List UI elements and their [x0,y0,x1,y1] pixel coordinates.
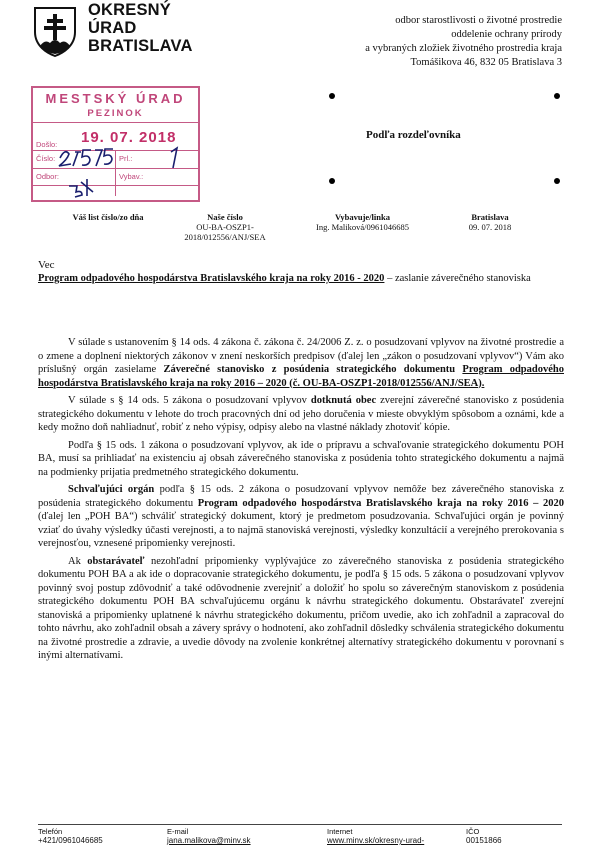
text-bold: Program odpadového hospodárstva Bratislavského kraja na roky 2016 – 2020 [197,497,565,509]
ref-value: 09. 07. 2018 [468,222,512,232]
text: podľa § 15 ods. 2 zákona o posudzovaní vplyvov nemôže bez záverečného stanoviska z posúdenia strategického dokumentu [38,484,565,509]
footer-label: Telefón [38,827,63,836]
dept-line: a vybraných zložiek životného prostredia kraja [365,43,562,54]
paragraph [38,483,564,551]
bullet-icon [554,178,560,184]
office-name-line: OKRESNÝ [88,1,171,19]
footer-label: IČO [466,827,480,836]
bullet-icon [329,178,335,184]
footer-value: +421/0961046685 [38,836,103,845]
bullet-icon [329,93,335,99]
subject-label: Vec [38,259,55,271]
paragraph: Podľa § 15 ods. 1 zákona o posudzovaní vplyvov, ak ide o prípravu a schvaľovanie strategického dokumentu POH BA, musí sa prihliadať na existenciu aj obsah záverečného stanoviska z posúdenia tohto strategického dokumentu a najmä na podmienky prijatia predmetného strategického dokumentu. [38,439,564,478]
ref-value: Ing. Maliková/0961046685 [315,222,410,232]
footer-value: 00151866 [466,836,502,845]
subject-title: Program odpadového hospodárstva Bratislavského kraja na roky 2016 - 2020 [38,273,385,284]
ref-date [455,212,525,232]
office-name [88,1,193,55]
office-name-line: BRATISLAVA [88,37,193,55]
footer-internet [327,827,424,845]
stamp-dept-label: Odbor: [36,172,59,181]
stamp-attachments-label: Prl.: [119,154,133,163]
footer-label: E-mail [167,827,189,836]
ref-contact [300,212,425,232]
receipt-stamp [31,86,200,202]
text-bold: Schvaľujúci orgán [68,484,155,495]
dept-line: oddelenie ochrany prírody [451,29,562,40]
ref-your-letter [58,212,158,222]
ref-value: OU-BA-OSZP1- 2018/012556/ANJ/SEA [184,222,266,242]
subject-rest: – zaslanie záverečného stanoviska [384,273,531,284]
recipient: Podľa rozdeľovníka [366,129,461,141]
text-bold: dotknutá obec [310,395,377,406]
ref-label: Naše číslo [207,212,243,222]
stamp-city: PEZINOK [87,108,144,119]
stamp-date-label: Došlo: [36,140,58,149]
text-bold-underlined: Program odpadového hospodárstva Bratislavského kraja na roky 2016 – 2020 (č. OU-BA-OSZP1-2018/012556/ANJ/SEA). [38,364,564,389]
handwritten-attachments-icon [165,146,185,170]
paragraph [38,394,564,435]
paragraph [38,336,564,390]
subject-line [38,272,563,286]
text: Ak [68,555,88,567]
text: (ďalej len „POH BA“) schváliť strategický dokument, ktorý je predmetom posudzovania. Schvaľujúci orgán je povinný vziať do úvahy výsledky účasti verejnosti, a to najmä stanoviská verejnosti, výsledky konzultácií a verejného prerokovania s verejnosťou, vznesené pripomienky verejnosti. [38,511,564,549]
text: V súlade s § 14 ods. 5 zákona o posudzovaní vplyvov [68,395,311,406]
footer-email-link[interactable]: jana.malikova@minv.sk [167,836,251,845]
text-bold: Záverečné stanovisko z posúdenia strategického dokumentu [163,364,463,375]
text: zverejní záverečné stanovisko z posúdenia strategického dokumentu v lehote do troch pracovných dní od jeho doručenia v mieste obvyklým spôsobom a oznámi, kde a kedy možno doň nahliadnuť, robiť z neho výpisy, odpisy alebo na vlastné náklady zhotoviť kópie. [38,395,564,433]
paragraph [38,555,564,663]
office-name-line: ÚRAD [88,19,137,37]
text: nezohľadní pripomienky vyplývajúce zo záverečného stanoviska z posúdenia strategického dokumentu POH BA a ak ide o dopracovanie strategického dokumentu, je podľa § 15 ods. 5 zákona o posudzovaní vplyvov povinný svoj postup zdôvodniť a také odôvodnenie zverejniť a doložiť ho spolu so záverečným stanoviskom z posúdenia strategického dokumentu POH BA schvaľujúcemu orgánu k návrhu strategického dokumentu. Obstarávateľ zverejní stanoviská a pripomienky uplatnené k návrhu strategického dokumentu, pričom uvedie, ako ich zohľadnil a zapracoval do tohto návrhu, ako zohľadnil obsah a závery správy o hodnotení, ako zohľadnil dôsledky schválenia strategického dokumentu na životné prostredie a zdravie, a uvedie dôvody na zvolenie konkrétnej alternatívy strategického dokumentu v porovnaní s inými alternatívami. [38,555,564,661]
ref-label: Vybavuje/linka [335,212,390,222]
ref-label: Bratislava [471,212,509,222]
dept-line: odbor starostlivosti o životné prostredie [395,15,562,26]
text: V súlade s ustanovením § 14 ods. 4 zákona č. zákona č. 24/2006 Z. z. o posudzovaní vplyvov na životné prostredie a o zmene a doplnení niektorých zákonov v znení neskorších predpisov (ďalej len „zákon o posudzovaní vplyvov“) Vám ako príslušný orgán zasielame [38,337,564,375]
ref-our-number [170,212,280,242]
footer-email [167,827,251,845]
bullet-icon [554,93,560,99]
footer-web-link[interactable]: www.minv.sk/okresny-urad- [327,836,425,845]
handwritten-number-icon [55,146,125,198]
department-address [365,14,562,70]
footer-label: Internet [327,827,353,836]
footer-divider [38,824,562,825]
footer-phone [38,827,103,845]
stamp-handling-label: Vybav.: [119,172,144,181]
coat-of-arms-icon [33,6,77,58]
stamp-title: MESTSKÝ ÚRAD [45,91,186,106]
letter-body [38,336,564,667]
footer-ico [466,827,502,845]
stamp-number-label: Číslo: [36,154,56,163]
text-bold: obstarávateľ [87,555,145,567]
stamp-date: 19. 07. 2018 [81,129,177,146]
dept-line: Tomášikova 46, 832 05 Bratislava 3 [410,57,562,68]
ref-label: Váš list číslo/zo dňa [72,212,144,222]
